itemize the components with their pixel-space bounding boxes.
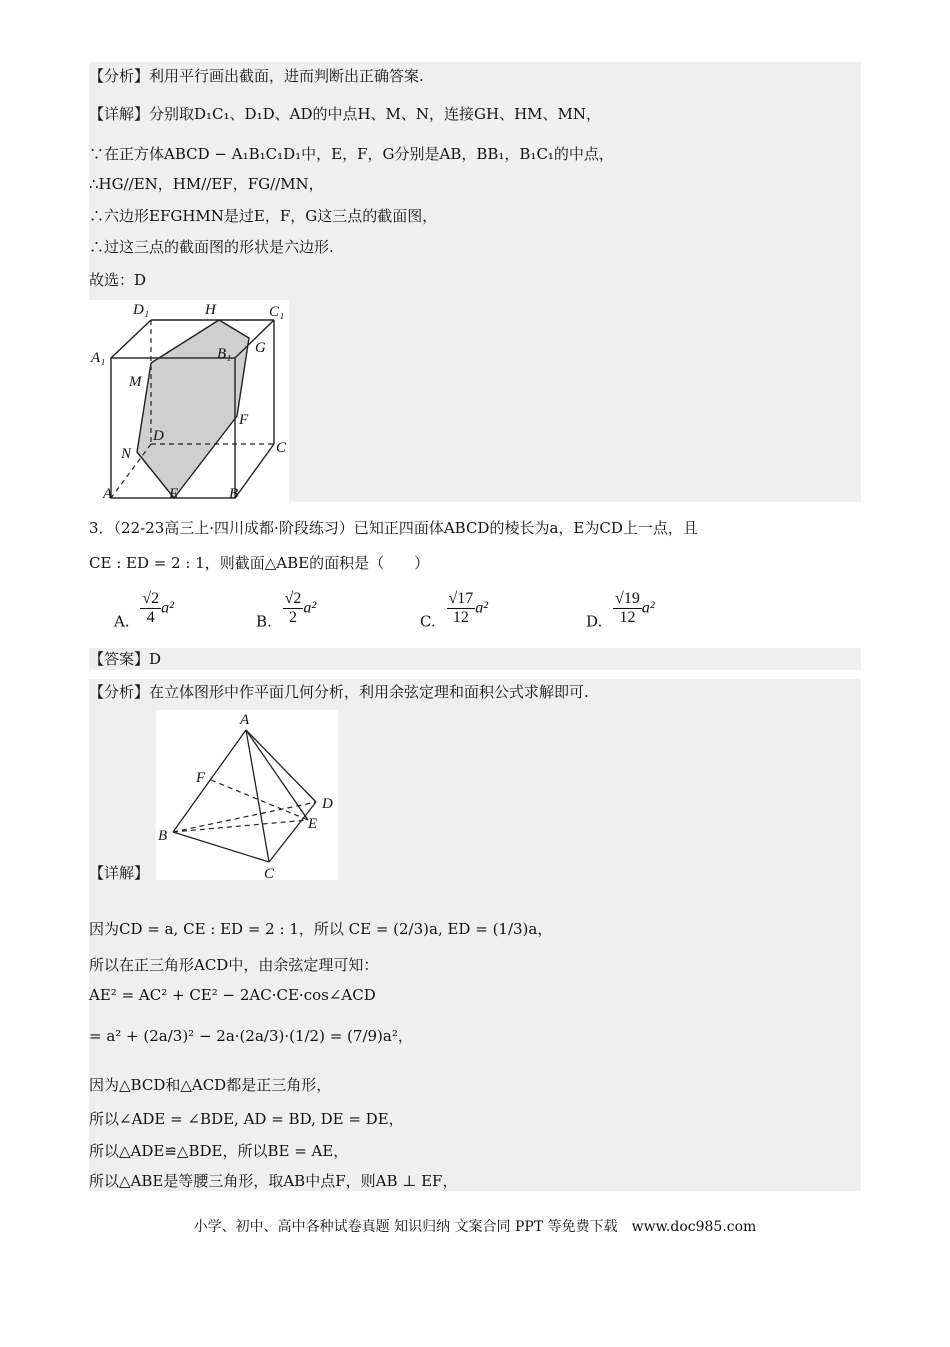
analysis-line-3 xyxy=(89,682,589,702)
label-H: H xyxy=(205,302,216,318)
label-A1: A₁ xyxy=(91,350,106,366)
answer-line xyxy=(89,649,161,669)
analysis-label-3: 【分析】 xyxy=(89,683,150,701)
choice-c: C. $\frac{√17}{12}$ a² xyxy=(420,590,489,631)
choice-d: D. $\frac{√19}{12}$ a² xyxy=(586,590,655,631)
choice-c-label: C. xyxy=(420,612,436,631)
detail-label: 【详解】 xyxy=(89,105,150,123)
label-N: N xyxy=(121,446,132,462)
label-C1: C₁ xyxy=(269,304,285,320)
label-E: E xyxy=(169,486,179,502)
choice-a: A. $\frac{√2}{4}$ a² xyxy=(114,590,174,631)
detail3-line-7: 所以△ADE≌△BDE，所以BE = AE， xyxy=(89,1142,349,1160)
analysis-label: 【分析】 xyxy=(89,67,150,85)
label-D: D xyxy=(153,428,164,444)
label-D1: D₁ xyxy=(133,302,150,318)
detail-text-1: 分别取D₁C₁、D₁D、AD的中点H、M、N，连接GH、HM、MN， xyxy=(149,105,602,123)
detail3-line-5: 因为△BCD和△ACD都是正三角形， xyxy=(89,1076,332,1094)
analysis-text-3: 在立体图形中作平面几何分析，利用余弦定理和面积公式求解即可. xyxy=(149,683,589,701)
tetra-label-D: D xyxy=(322,796,333,812)
label-A: A xyxy=(103,486,113,502)
analysis-text: 利用平行画出截面，进而判断出正确答案. xyxy=(149,67,424,85)
label-C: C xyxy=(276,440,287,456)
detail3-line-6: 所以∠ADE = ∠BDE, AD = BD, DE = DE， xyxy=(89,1110,404,1128)
tetra-label-B: B xyxy=(158,828,168,844)
detail-line-4: ∴六边形EFGHMN是过E，F，G这三点的截面图， xyxy=(89,207,438,225)
page-footer: 小学、初中、高中各种试卷真题 知识归纳 文案合同 PPT 等免费下载 www.doc985.com xyxy=(193,1219,757,1235)
detail3-line-4: = a² + (2a/3)² − 2a·(2a/3)·(1/2) = (7/9)a²， xyxy=(89,1027,413,1045)
question3-line1: 3．（22-23高三上·四川成都·阶段练习）已知正四面体ABCD的棱长为a，E为CD上一点，且 xyxy=(89,519,698,537)
answer-value: D xyxy=(149,650,162,668)
tetra-label-C: C xyxy=(264,866,275,880)
answer-block xyxy=(89,648,861,670)
tetrahedron-figure xyxy=(156,710,338,880)
choice-d-fraction: $\frac{√19}{12}$ xyxy=(615,590,640,626)
detail-line-1 xyxy=(89,104,601,124)
tetra-label-F: F xyxy=(196,770,206,786)
cube-svg xyxy=(89,300,289,502)
choice-b: B. $\frac{√2}{2}$ a² xyxy=(256,590,317,631)
label-B: B xyxy=(229,486,239,502)
cube-figure xyxy=(89,300,289,502)
detail-line-5: ∴过这三点的截面图的形状是六边形. xyxy=(89,238,334,256)
tetrahedron-svg xyxy=(156,710,338,880)
tetra-label-E: E xyxy=(308,816,318,832)
detail-line-3: ∴HG//EN，HM//EF，FG//MN， xyxy=(89,175,324,193)
question3-line2: CE : ED = 2 : 1，则截面△ABE的面积是（ ） xyxy=(89,554,430,572)
detail-line-6: 故选：D xyxy=(89,271,147,289)
choice-b-fraction: $\frac{√2}{2}$ xyxy=(284,590,302,626)
label-F: F xyxy=(239,412,249,428)
choice-a-fraction: $\frac{√2}{4}$ xyxy=(142,590,160,626)
solution-block-1 xyxy=(89,62,861,502)
choice-a-label: A. xyxy=(114,612,130,631)
detail3-line-1: 因为CD = a, CE : ED = 2 : 1，所以 CE = (2/3)a, ED = (1/3)a， xyxy=(89,920,553,938)
detail-line-2: ∵在正方体ABCD − A₁B₁C₁D₁中，E，F，G分别是AB，BB₁，B₁C₁的中点， xyxy=(89,145,614,163)
choice-c-fraction: $\frac{√17}{12}$ xyxy=(448,590,474,626)
detail3-line-3: AE² = AC² + CE² − 2AC·CE·cos∠ACD xyxy=(89,986,376,1004)
tetra-label-A: A xyxy=(240,712,250,728)
solution-block-3 xyxy=(89,679,861,1191)
label-B1: B₁ xyxy=(217,346,232,362)
hexagon-section xyxy=(137,320,249,498)
analysis-line xyxy=(89,66,424,86)
label-M: M xyxy=(129,374,142,390)
detail-label-3: 【详解】 xyxy=(89,864,150,882)
detail3-line-8: 所以△ABE是等腰三角形，取AB中点F，则AB ⊥ EF， xyxy=(89,1172,458,1190)
answer-label: 【答案】 xyxy=(89,650,150,668)
label-G: G xyxy=(255,340,266,356)
detail3-line-2: 所以在正三角形ACD中，由余弦定理可知： xyxy=(89,956,379,974)
choice-d-label: D. xyxy=(586,612,603,631)
choice-b-label: B. xyxy=(256,612,272,631)
